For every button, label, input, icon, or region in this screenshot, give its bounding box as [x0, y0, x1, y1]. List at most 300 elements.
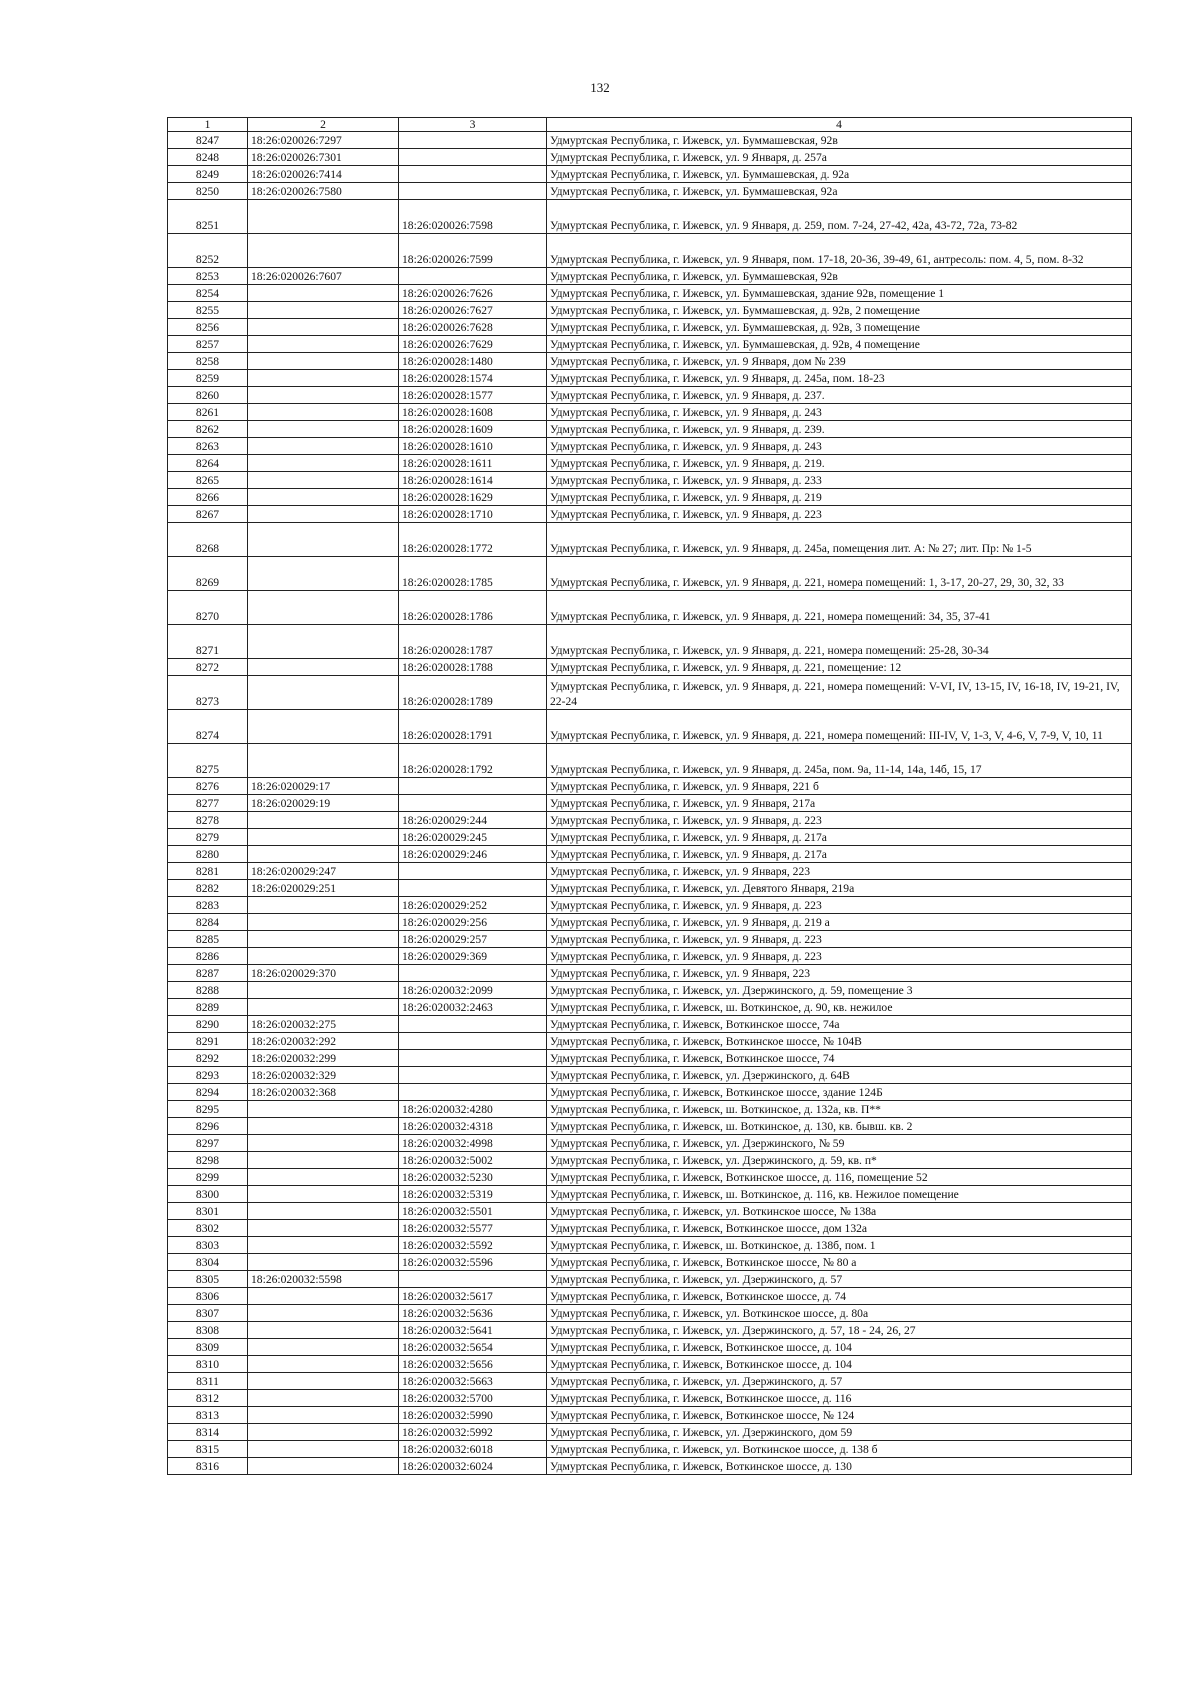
cadastral-number-cell: 18:26:020032:5636 — [399, 1305, 547, 1322]
column-header-3: 3 — [399, 118, 547, 132]
column-header-4: 4 — [547, 118, 1132, 132]
row-number-cell: 8247 — [168, 132, 248, 149]
cadastral-number-cell — [248, 999, 399, 1016]
cadastral-number-cell: 18:26:020032:4280 — [399, 1101, 547, 1118]
table-row — [168, 506, 1132, 523]
row-number-cell: 8258 — [168, 353, 248, 370]
cadastral-number-cell — [248, 948, 399, 965]
address-cell: Удмуртская Республика, г. Ижевск, Воткинское шоссе, здание 124Б — [547, 1084, 1132, 1101]
address-cell: Удмуртская Республика, г. Ижевск, ул. Дзержинского, д. 64В — [547, 1067, 1132, 1084]
table-header-row — [168, 118, 1132, 132]
address-cell: Удмуртская Республика, г. Ижевск, ул. 9 Января, д. 223 — [547, 812, 1132, 829]
table-row — [168, 132, 1132, 149]
table-row — [168, 1339, 1132, 1356]
cadastral-number-cell — [399, 1067, 547, 1084]
table-row — [168, 591, 1132, 625]
row-number-cell: 8307 — [168, 1305, 248, 1322]
table-row — [168, 1254, 1132, 1271]
address-cell: Удмуртская Республика, г. Ижевск, ул. Воткинское шоссе, № 138а — [547, 1203, 1132, 1220]
cadastral-number-cell — [248, 489, 399, 506]
cadastral-number-cell: 18:26:020032:5990 — [399, 1407, 547, 1424]
table-row — [168, 285, 1132, 302]
table-row — [168, 489, 1132, 506]
address-cell: Удмуртская Республика, г. Ижевск, ул. 9 Января, 221 б — [547, 778, 1132, 795]
row-number-cell: 8273 — [168, 676, 248, 710]
table-row — [168, 1305, 1132, 1322]
row-number-cell: 8293 — [168, 1067, 248, 1084]
address-cell: Удмуртская Республика, г. Ижевск, ул. 9 Января, д. 243 — [547, 438, 1132, 455]
address-cell: Удмуртская Республика, г. Ижевск, ул. 9 Января, д. 245а, помещения лит. А: № 27; лит. Пр: № 1-5 — [547, 523, 1132, 557]
row-number-cell: 8255 — [168, 302, 248, 319]
address-cell: Удмуртская Республика, г. Ижевск, ш. Воткинское, д. 138б, пом. 1 — [547, 1237, 1132, 1254]
column-header-2: 2 — [248, 118, 399, 132]
table-row — [168, 472, 1132, 489]
cadastral-number-cell — [248, 1101, 399, 1118]
table-row — [168, 1169, 1132, 1186]
row-number-cell: 8275 — [168, 744, 248, 778]
address-cell: Удмуртская Республика, г. Ижевск, ул. 9 Января, д. 221, номера помещений: V-VI, IV, 13-15, IV, 16-18, IV, 19-21, IV, 22-24 — [547, 676, 1132, 710]
cadastral-number-cell — [248, 1305, 399, 1322]
address-cell: Удмуртская Республика, г. Ижевск, ул. 9 Января, д. 245а, пом. 9а, 11-14, 14а, 14б, 15, 17 — [547, 744, 1132, 778]
address-cell: Удмуртская Республика, г. Ижевск, Воткинское шоссе, № 104В — [547, 1033, 1132, 1050]
cadastral-number-cell: 18:26:020032:5577 — [399, 1220, 547, 1237]
cadastral-number-cell — [399, 965, 547, 982]
cadastral-number-cell — [248, 1458, 399, 1475]
row-number-cell: 8289 — [168, 999, 248, 1016]
cadastral-number-cell — [248, 710, 399, 744]
cadastral-number-cell — [248, 1322, 399, 1339]
address-cell: Удмуртская Республика, г. Ижевск, ул. 9 Января, д. 217а — [547, 829, 1132, 846]
row-number-cell: 8296 — [168, 1118, 248, 1135]
row-number-cell: 8252 — [168, 234, 248, 268]
cadastral-number-cell — [399, 863, 547, 880]
page-number: 132 — [590, 80, 610, 95]
cadastral-number-cell: 18:26:020028:1788 — [399, 659, 547, 676]
cadastral-number-cell — [399, 778, 547, 795]
cadastral-number-cell — [248, 472, 399, 489]
cadastral-number-cell: 18:26:020032:5592 — [399, 1237, 547, 1254]
address-cell: Удмуртская Республика, г. Ижевск, ул. Буммашевская, д. 92в, 3 помещение — [547, 319, 1132, 336]
cadastral-number-cell — [248, 1288, 399, 1305]
cadastral-number-cell — [248, 421, 399, 438]
cadastral-number-cell — [248, 302, 399, 319]
cadastral-number-cell — [248, 1373, 399, 1390]
cadastral-number-cell — [399, 183, 547, 200]
row-number-cell: 8271 — [168, 625, 248, 659]
table-row — [168, 1118, 1132, 1135]
address-cell: Удмуртская Республика, г. Ижевск, ул. 9 Января, д. 239. — [547, 421, 1132, 438]
cadastral-number-cell — [248, 1152, 399, 1169]
table-row — [168, 880, 1132, 897]
cadastral-number-cell — [248, 1356, 399, 1373]
cadastral-number-cell: 18:26:020032:6018 — [399, 1441, 547, 1458]
cadastral-number-cell: 18:26:020032:368 — [248, 1084, 399, 1101]
cadastral-number-cell: 18:26:020032:4998 — [399, 1135, 547, 1152]
address-cell: Удмуртская Республика, г. Ижевск, ул. 9 Января, 223 — [547, 863, 1132, 880]
cadastral-number-cell: 18:26:020029:19 — [248, 795, 399, 812]
row-number-cell: 8316 — [168, 1458, 248, 1475]
table-row — [168, 1101, 1132, 1118]
cadastral-number-cell: 18:26:020032:5663 — [399, 1373, 547, 1390]
table-row — [168, 1067, 1132, 1084]
table-row — [168, 336, 1132, 353]
address-cell: Удмуртская Республика, г. Ижевск, ул. 9 Января, д. 223 — [547, 931, 1132, 948]
cadastral-number-cell — [399, 1084, 547, 1101]
table-row — [168, 455, 1132, 472]
cadastral-number-cell — [248, 1441, 399, 1458]
address-cell: Удмуртская Республика, г. Ижевск, ул. Буммашевская, 92в — [547, 132, 1132, 149]
address-cell: Удмуртская Республика, г. Ижевск, Воткинское шоссе, д. 116 — [547, 1390, 1132, 1407]
table-row — [168, 625, 1132, 659]
cadastral-number-cell — [399, 149, 547, 166]
address-cell: Удмуртская Республика, г. Ижевск, ул. 9 Января, 223 — [547, 965, 1132, 982]
address-cell: Удмуртская Республика, г. Ижевск, ул. 9 Января, д. 223 — [547, 948, 1132, 965]
cadastral-number-cell: 18:26:020028:1791 — [399, 710, 547, 744]
cadastral-number-cell — [399, 795, 547, 812]
cadastral-number-cell — [248, 1424, 399, 1441]
table-row — [168, 1424, 1132, 1441]
table-row — [168, 1084, 1132, 1101]
cadastral-number-cell: 18:26:020032:275 — [248, 1016, 399, 1033]
address-cell: Удмуртская Республика, г. Ижевск, ш. Воткинское, д. 90, кв. нежилое — [547, 999, 1132, 1016]
address-cell: Удмуртская Республика, г. Ижевск, ул. Воткинское шоссе, д. 138 б — [547, 1441, 1132, 1458]
address-cell: Удмуртская Республика, г. Ижевск, ул. 9 Января, д. 245а, пом. 18-23 — [547, 370, 1132, 387]
cadastral-number-cell — [248, 387, 399, 404]
row-number-cell: 8278 — [168, 812, 248, 829]
cadastral-number-cell: 18:26:020029:370 — [248, 965, 399, 982]
cadastral-number-cell — [248, 1254, 399, 1271]
address-cell: Удмуртская Республика, г. Ижевск, ул. 9 Января, д. 221, номера помещений: 1, 3-17, 20-27, 29, 30, 32, 33 — [547, 557, 1132, 591]
row-number-cell: 8314 — [168, 1424, 248, 1441]
row-number-cell: 8259 — [168, 370, 248, 387]
row-number-cell: 8300 — [168, 1186, 248, 1203]
row-number-cell: 8299 — [168, 1169, 248, 1186]
table-row — [168, 982, 1132, 999]
cadastral-number-cell: 18:26:020028:1480 — [399, 353, 547, 370]
cadastral-number-cell: 18:26:020029:246 — [399, 846, 547, 863]
cadastral-number-cell — [248, 914, 399, 931]
row-number-cell: 8291 — [168, 1033, 248, 1050]
cadastral-number-cell: 18:26:020029:251 — [248, 880, 399, 897]
address-cell: Удмуртская Республика, г. Ижевск, Воткинское шоссе, № 124 — [547, 1407, 1132, 1424]
table-row — [168, 1050, 1132, 1067]
address-cell: Удмуртская Республика, г. Ижевск, ш. Воткинское, д. 130, кв. бывш. кв. 2 — [547, 1118, 1132, 1135]
row-number-cell: 8264 — [168, 455, 248, 472]
cadastral-number-cell — [248, 285, 399, 302]
table-row — [168, 183, 1132, 200]
cadastral-number-cell — [399, 880, 547, 897]
table-row — [168, 268, 1132, 285]
row-number-cell: 8261 — [168, 404, 248, 421]
table-row — [168, 914, 1132, 931]
address-cell: Удмуртская Республика, г. Ижевск, ул. 9 Января, д. 223 — [547, 897, 1132, 914]
row-number-cell: 8249 — [168, 166, 248, 183]
cadastral-number-cell — [248, 659, 399, 676]
cadastral-number-cell — [248, 557, 399, 591]
row-number-cell: 8257 — [168, 336, 248, 353]
address-cell: Удмуртская Республика, г. Ижевск, Воткинское шоссе, д. 116, помещение 52 — [547, 1169, 1132, 1186]
table-row — [168, 1152, 1132, 1169]
column-header-1: 1 — [168, 118, 248, 132]
cadastral-number-cell — [248, 625, 399, 659]
table-row — [168, 1373, 1132, 1390]
row-number-cell: 8281 — [168, 863, 248, 880]
cadastral-number-cell: 18:26:020029:244 — [399, 812, 547, 829]
cadastral-number-cell: 18:26:020028:1629 — [399, 489, 547, 506]
cadastral-number-cell: 18:26:020028:1786 — [399, 591, 547, 625]
cadastral-number-cell: 18:26:020028:1608 — [399, 404, 547, 421]
address-cell: Удмуртская Республика, г. Ижевск, ул. 9 Января, д. 219 — [547, 489, 1132, 506]
row-number-cell: 8298 — [168, 1152, 248, 1169]
cadastral-number-cell: 18:26:020026:7301 — [248, 149, 399, 166]
table-row — [168, 1186, 1132, 1203]
cadastral-number-cell: 18:26:020032:329 — [248, 1067, 399, 1084]
cadastral-number-cell — [248, 1237, 399, 1254]
row-number-cell: 8262 — [168, 421, 248, 438]
table-row — [168, 1203, 1132, 1220]
cadastral-number-cell — [248, 676, 399, 710]
address-cell: Удмуртская Республика, г. Ижевск, ул. Дзержинского, № 59 — [547, 1135, 1132, 1152]
cadastral-number-cell — [248, 336, 399, 353]
table-row — [168, 744, 1132, 778]
address-cell: Удмуртская Республика, г. Ижевск, ул. 9 Января, д. 237. — [547, 387, 1132, 404]
cadastral-number-cell: 18:26:020026:7414 — [248, 166, 399, 183]
table-row — [168, 863, 1132, 880]
cadastral-number-cell — [248, 1186, 399, 1203]
table-row — [168, 1356, 1132, 1373]
cadastral-number-cell: 18:26:020032:5598 — [248, 1271, 399, 1288]
cadastral-number-cell: 18:26:020026:7628 — [399, 319, 547, 336]
address-cell: Удмуртская Республика, г. Ижевск, ул. 9 Января, д. 223 — [547, 506, 1132, 523]
cadastral-number-cell — [399, 166, 547, 183]
row-number-cell: 8265 — [168, 472, 248, 489]
row-number-cell: 8315 — [168, 1441, 248, 1458]
table-row — [168, 710, 1132, 744]
row-number-cell: 8294 — [168, 1084, 248, 1101]
row-number-cell: 8301 — [168, 1203, 248, 1220]
cadastral-number-cell — [399, 1016, 547, 1033]
table-row — [168, 1390, 1132, 1407]
cadastral-number-cell: 18:26:020028:1614 — [399, 472, 547, 489]
cadastral-number-cell: 18:26:020029:17 — [248, 778, 399, 795]
address-cell: Удмуртская Республика, г. Ижевск, ул. Буммашевская, д. 92а — [547, 166, 1132, 183]
cadastral-number-cell: 18:26:020032:5992 — [399, 1424, 547, 1441]
address-cell: Удмуртская Республика, г. Ижевск, Воткинское шоссе, д. 104 — [547, 1339, 1132, 1356]
row-number-cell: 8268 — [168, 523, 248, 557]
row-number-cell: 8285 — [168, 931, 248, 948]
cadastral-number-cell: 18:26:020026:7629 — [399, 336, 547, 353]
table-row — [168, 234, 1132, 268]
row-number-cell: 8309 — [168, 1339, 248, 1356]
cadastral-number-cell — [399, 1033, 547, 1050]
row-number-cell: 8254 — [168, 285, 248, 302]
cadastral-number-cell — [399, 1050, 547, 1067]
row-number-cell: 8266 — [168, 489, 248, 506]
address-cell: Удмуртская Республика, г. Ижевск, ул. 9 Января, д. 257а — [547, 149, 1132, 166]
row-number-cell: 8251 — [168, 200, 248, 234]
address-cell: Удмуртская Республика, г. Ижевск, ул. 9 Января, д. 233 — [547, 472, 1132, 489]
row-number-cell: 8304 — [168, 1254, 248, 1271]
row-number-cell: 8302 — [168, 1220, 248, 1237]
row-number-cell: 8267 — [168, 506, 248, 523]
cadastral-number-cell — [248, 370, 399, 387]
address-cell: Удмуртская Республика, г. Ижевск, ул. 9 Января, д. 221, номера помещений: 34, 35, 37-41 — [547, 591, 1132, 625]
cadastral-number-cell: 18:26:020028:1792 — [399, 744, 547, 778]
cadastral-number-cell: 18:26:020029:257 — [399, 931, 547, 948]
row-number-cell: 8313 — [168, 1407, 248, 1424]
cadastral-number-cell: 18:26:020032:5656 — [399, 1356, 547, 1373]
table-row — [168, 404, 1132, 421]
table-row — [168, 829, 1132, 846]
cadastral-number-cell — [248, 931, 399, 948]
row-number-cell: 8283 — [168, 897, 248, 914]
cadastral-number-cell: 18:26:020028:1789 — [399, 676, 547, 710]
address-cell: Удмуртская Республика, г. Ижевск, ул. Девятого Января, 219а — [547, 880, 1132, 897]
cadastral-number-cell: 18:26:020026:7599 — [399, 234, 547, 268]
table-row — [168, 370, 1132, 387]
cadastral-number-cell — [248, 1220, 399, 1237]
cadastral-number-cell: 18:26:020028:1772 — [399, 523, 547, 557]
cadastral-number-cell — [248, 319, 399, 336]
cadastral-number-cell — [248, 523, 399, 557]
address-cell: Удмуртская Республика, г. Ижевск, Воткинское шоссе, № 80 а — [547, 1254, 1132, 1271]
row-number-cell: 8290 — [168, 1016, 248, 1033]
row-number-cell: 8297 — [168, 1135, 248, 1152]
cadastral-number-cell: 18:26:020032:5617 — [399, 1288, 547, 1305]
address-cell: Удмуртская Республика, г. Ижевск, ул. Дзержинского, д. 57 — [547, 1271, 1132, 1288]
cadastral-number-cell — [248, 506, 399, 523]
cadastral-number-cell: 18:26:020032:6024 — [399, 1458, 547, 1475]
cadastral-number-cell: 18:26:020029:256 — [399, 914, 547, 931]
table-row — [168, 1441, 1132, 1458]
cadastral-number-cell: 18:26:020028:1574 — [399, 370, 547, 387]
address-cell: Удмуртская Республика, г. Ижевск, ул. 9 Января, д. 219 а — [547, 914, 1132, 931]
table-row — [168, 1458, 1132, 1475]
cadastral-number-cell — [248, 353, 399, 370]
row-number-cell: 8280 — [168, 846, 248, 863]
row-number-cell: 8306 — [168, 1288, 248, 1305]
cadastral-number-cell — [399, 132, 547, 149]
cadastral-number-cell: 18:26:020026:7626 — [399, 285, 547, 302]
table-row — [168, 302, 1132, 319]
row-number-cell: 8311 — [168, 1373, 248, 1390]
cadastral-number-cell: 18:26:020026:7580 — [248, 183, 399, 200]
cadastral-number-cell — [248, 829, 399, 846]
cadastral-number-cell: 18:26:020028:1787 — [399, 625, 547, 659]
cadastral-number-cell: 18:26:020032:4318 — [399, 1118, 547, 1135]
address-cell: Удмуртская Республика, г. Ижевск, ул. Воткинское шоссе, д. 80а — [547, 1305, 1132, 1322]
cadastral-number-cell: 18:26:020028:1710 — [399, 506, 547, 523]
table-row — [168, 1237, 1132, 1254]
address-cell: Удмуртская Республика, г. Ижевск, Воткинское шоссе, 74а — [547, 1016, 1132, 1033]
cadastral-number-cell: 18:26:020029:369 — [399, 948, 547, 965]
address-cell: Удмуртская Республика, г. Ижевск, ул. Буммашевская, 92а — [547, 183, 1132, 200]
address-cell: Удмуртская Республика, г. Ижевск, ул. Буммашевская, д. 92в, 4 помещение — [547, 336, 1132, 353]
address-cell: Удмуртская Республика, г. Ижевск, Воткинское шоссе, 74 — [547, 1050, 1132, 1067]
address-cell: Удмуртская Республика, г. Ижевск, ул. 9 Января, д. 259, пом. 7-24, 27-42, 42а, 43-72, 72а, 73-82 — [547, 200, 1132, 234]
table-body — [168, 132, 1132, 1475]
table-row — [168, 1288, 1132, 1305]
address-cell: Удмуртская Республика, г. Ижевск, Воткинское шоссе, д. 130 — [547, 1458, 1132, 1475]
row-number-cell: 8269 — [168, 557, 248, 591]
cadastral-number-cell: 18:26:020026:7627 — [399, 302, 547, 319]
table-row — [168, 149, 1132, 166]
cadastral-number-cell: 18:26:020032:5596 — [399, 1254, 547, 1271]
cadastral-number-cell: 18:26:020026:7607 — [248, 268, 399, 285]
table-row — [168, 812, 1132, 829]
address-cell: Удмуртская Республика, г. Ижевск, ул. Дзержинского, д. 59, кв. п* — [547, 1152, 1132, 1169]
address-cell: Удмуртская Республика, г. Ижевск, ул. Буммашевская, 92в — [547, 268, 1132, 285]
cadastral-number-cell: 18:26:020032:2099 — [399, 982, 547, 999]
row-number-cell: 8292 — [168, 1050, 248, 1067]
table-row — [168, 999, 1132, 1016]
address-cell: Удмуртская Республика, г. Ижевск, ул. 9 Января, д. 219. — [547, 455, 1132, 472]
table-row — [168, 676, 1132, 710]
cadastral-number-cell — [248, 438, 399, 455]
table-row — [168, 438, 1132, 455]
table-row — [168, 523, 1132, 557]
row-number-cell: 8279 — [168, 829, 248, 846]
cadastral-number-cell — [248, 1135, 399, 1152]
cadastral-number-cell: 18:26:020032:2463 — [399, 999, 547, 1016]
address-cell: Удмуртская Республика, г. Ижевск, ул. 9 Января, д. 243 — [547, 404, 1132, 421]
table-row — [168, 1033, 1132, 1050]
cadastral-number-cell: 18:26:020029:247 — [248, 863, 399, 880]
cadastral-number-cell: 18:26:020026:7598 — [399, 200, 547, 234]
cadastral-number-cell: 18:26:020032:292 — [248, 1033, 399, 1050]
cadastral-number-cell — [248, 1390, 399, 1407]
table-row — [168, 795, 1132, 812]
table-row — [168, 1016, 1132, 1033]
address-cell: Удмуртская Республика, г. Ижевск, ул. Дзержинского, д. 59, помещение 3 — [547, 982, 1132, 999]
row-number-cell: 8310 — [168, 1356, 248, 1373]
cadastral-number-cell — [399, 268, 547, 285]
row-number-cell: 8263 — [168, 438, 248, 455]
address-cell: Удмуртская Республика, г. Ижевск, Воткинское шоссе, д. 74 — [547, 1288, 1132, 1305]
address-cell: Удмуртская Республика, г. Ижевск, ул. 9 Января, д. 217а — [547, 846, 1132, 863]
row-number-cell: 8305 — [168, 1271, 248, 1288]
row-number-cell: 8282 — [168, 880, 248, 897]
cadastral-number-cell: 18:26:020032:5319 — [399, 1186, 547, 1203]
address-cell: Удмуртская Республика, г. Ижевск, ул. Дзержинского, дом 59 — [547, 1424, 1132, 1441]
row-number-cell: 8276 — [168, 778, 248, 795]
address-cell: Удмуртская Республика, г. Ижевск, ул. Буммашевская, здание 92в, помещение 1 — [547, 285, 1132, 302]
cadastral-number-cell: 18:26:020032:5501 — [399, 1203, 547, 1220]
cadastral-number-cell — [248, 1339, 399, 1356]
cadastral-number-cell — [248, 455, 399, 472]
table-row — [168, 948, 1132, 965]
cadastral-number-cell: 18:26:020028:1609 — [399, 421, 547, 438]
row-number-cell: 8272 — [168, 659, 248, 676]
address-cell: Удмуртская Республика, г. Ижевск, Воткинское шоссе, дом 132а — [547, 1220, 1132, 1237]
cadastral-number-cell — [248, 982, 399, 999]
table-row — [168, 931, 1132, 948]
cadastral-number-cell — [248, 846, 399, 863]
row-number-cell: 8260 — [168, 387, 248, 404]
row-number-cell: 8287 — [168, 965, 248, 982]
row-number-cell: 8286 — [168, 948, 248, 965]
address-cell: Удмуртская Республика, г. Ижевск, ул. Дзержинского, д. 57 — [547, 1373, 1132, 1390]
registry-table — [167, 117, 1132, 1475]
row-number-cell: 8270 — [168, 591, 248, 625]
row-number-cell: 8277 — [168, 795, 248, 812]
address-cell: Удмуртская Республика, г. Ижевск, ул. 9 Января, дом № 239 — [547, 353, 1132, 370]
row-number-cell: 8295 — [168, 1101, 248, 1118]
cadastral-number-cell — [248, 1407, 399, 1424]
cadastral-number-cell: 18:26:020032:299 — [248, 1050, 399, 1067]
cadastral-number-cell: 18:26:020032:5230 — [399, 1169, 547, 1186]
table-row — [168, 846, 1132, 863]
